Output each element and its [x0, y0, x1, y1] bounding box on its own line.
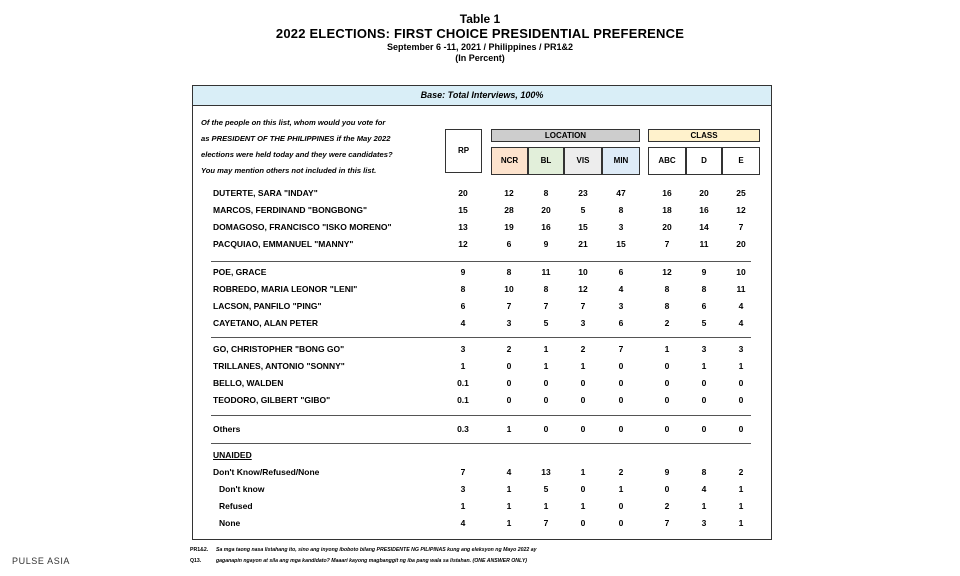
cell-value: 0: [664, 395, 670, 405]
cell-value: 3: [701, 344, 707, 354]
row-label: Don't Know/Refused/None: [213, 467, 320, 477]
cell-value: 2: [664, 318, 670, 328]
cell-value: 0.1: [457, 378, 469, 388]
cell-value: 8: [506, 267, 512, 277]
cell-value: 5: [701, 318, 707, 328]
cell-value: 3: [701, 518, 707, 528]
cell-value: 8: [701, 467, 707, 477]
cell-value: 0: [664, 484, 670, 494]
cell-value: 20: [541, 205, 551, 215]
cell-value: 8: [664, 284, 670, 294]
row-label: CAYETANO, ALAN PETER: [213, 318, 319, 328]
cell-value: 0.1: [457, 395, 469, 405]
cell-value: 0: [738, 378, 744, 388]
row-label: TRILLANES, ANTONIO "SONNY": [213, 361, 345, 371]
cell-value: 0: [618, 378, 624, 388]
cell-value: 0.3: [457, 424, 469, 434]
cell-value: 5: [543, 484, 549, 494]
cell-value: 1: [543, 344, 549, 354]
cell-value: 4: [738, 301, 744, 311]
cell-value: 0: [580, 484, 586, 494]
cell-value: 16: [662, 188, 672, 198]
cell-value: 4: [618, 284, 624, 294]
table-row: [193, 265, 773, 280]
cell-value: 13: [541, 467, 551, 477]
cell-value: 4: [701, 484, 707, 494]
cell-value: 1: [506, 518, 512, 528]
table-row: [193, 237, 773, 252]
group-divider: [211, 415, 751, 416]
cell-value: 7: [664, 239, 670, 249]
row-label: UNAIDED: [213, 450, 252, 460]
col-header-rp: RP: [445, 129, 482, 173]
question-line: elections were held today and they were candidates?: [201, 150, 393, 159]
row-label: None: [219, 518, 241, 528]
table-unit: (In Percent): [455, 53, 505, 63]
table-row: [193, 299, 773, 314]
cell-value: 18: [662, 205, 672, 215]
cell-value: 12: [736, 205, 746, 215]
footnote-text: Sa mga taong nasa listahang ito, sino ang inyong iboboto bilang PRESIDENTE NG PILIPINAS kung ang eleksyon ng Mayo 2022 ay: [216, 547, 537, 553]
cell-value: 6: [618, 267, 624, 277]
cell-value: 12: [662, 267, 672, 277]
cell-value: 9: [701, 267, 707, 277]
cell-value: 8: [543, 284, 549, 294]
cell-value: 7: [618, 344, 624, 354]
cell-value: 1: [460, 361, 466, 371]
cell-value: 7: [580, 301, 586, 311]
cell-value: 6: [701, 301, 707, 311]
cell-value: 0: [618, 424, 624, 434]
row-label: BELLO, WALDEN: [213, 378, 284, 388]
footnote-line: [190, 556, 537, 567]
cell-value: 0: [738, 395, 744, 405]
cell-value: 15: [616, 239, 626, 249]
table-row: [193, 422, 773, 437]
cell-value: 0: [618, 501, 624, 511]
table-subtitle: September 6 -11, 2021 / Philippines / PR1&2: [386, 42, 574, 52]
cell-value: 0: [664, 424, 670, 434]
group-divider: [211, 443, 751, 444]
footnote-code: Q13.: [190, 558, 202, 564]
table-row: [193, 186, 773, 201]
cell-value: 0: [580, 424, 586, 434]
cell-value: 1: [738, 501, 744, 511]
cell-value: 0: [738, 424, 744, 434]
cell-value: 2: [618, 467, 624, 477]
cell-value: 8: [618, 205, 624, 215]
table-row: [193, 482, 773, 497]
cell-value: 11: [736, 284, 746, 294]
cell-value: 3: [506, 318, 512, 328]
cell-value: 1: [580, 361, 586, 371]
cell-value: 0: [543, 378, 549, 388]
col-header-min: MIN: [602, 147, 640, 175]
cell-value: 20: [662, 222, 672, 232]
cell-value: 1: [664, 344, 670, 354]
table-row: [193, 316, 773, 331]
row-label: DOMAGOSO, FRANCISCO "ISKO MORENO": [213, 222, 392, 232]
brand-label: PULSE ASIA: [12, 556, 71, 566]
table-row: [193, 516, 773, 531]
cell-value: 11: [699, 239, 709, 249]
cell-value: 20: [699, 188, 709, 198]
row-label: Don't know: [219, 484, 265, 494]
cell-value: 3: [460, 484, 466, 494]
question-line: Of the people on this list, whom would you vote for: [201, 118, 386, 127]
class-group-header: CLASS: [648, 129, 760, 142]
cell-value: 3: [580, 318, 586, 328]
cell-value: 1: [506, 424, 512, 434]
col-header-ncr: NCR: [491, 147, 528, 175]
cell-value: 0: [580, 518, 586, 528]
survey-question: [201, 115, 441, 179]
cell-value: 7: [506, 301, 512, 311]
cell-value: 7: [543, 518, 549, 528]
cell-value: 4: [460, 518, 466, 528]
cell-value: 10: [504, 284, 514, 294]
cell-value: 8: [701, 284, 707, 294]
cell-value: 8: [664, 301, 670, 311]
table-row: [193, 448, 773, 463]
cell-value: 14: [699, 222, 709, 232]
cell-value: 0: [506, 361, 512, 371]
table-row: [193, 376, 773, 391]
cell-value: 1: [580, 501, 586, 511]
cell-value: 1: [580, 467, 586, 477]
row-label: LACSON, PANFILO "PING": [213, 301, 322, 311]
footnote-code: PR1&2.: [190, 547, 209, 553]
cell-value: 10: [578, 267, 588, 277]
cell-value: 47: [616, 188, 626, 198]
cell-value: 5: [580, 205, 586, 215]
cell-value: 0: [580, 378, 586, 388]
cell-value: 1: [506, 484, 512, 494]
cell-value: 28: [504, 205, 514, 215]
cell-value: 23: [578, 188, 588, 198]
table-row: [193, 359, 773, 374]
col-header-e: E: [722, 147, 760, 175]
cell-value: 3: [618, 222, 624, 232]
cell-value: 2: [738, 467, 744, 477]
cell-value: 9: [543, 239, 549, 249]
cell-value: 2: [664, 501, 670, 511]
cell-value: 12: [578, 284, 588, 294]
footnote-text: gaganapin ngayon at sila ang mga kandidato? Maaari kayong magbanggit ng iba pang wala sa listahan. (ONE ANSWER ONLY): [216, 558, 528, 564]
row-label: Others: [213, 424, 241, 434]
cell-value: 1: [701, 361, 707, 371]
cell-value: 5: [543, 318, 549, 328]
cell-value: 16: [699, 205, 709, 215]
cell-value: 10: [736, 267, 746, 277]
table-title: 2022 ELECTIONS: FIRST CHOICE PRESIDENTIAL PREFERENCE: [275, 26, 685, 41]
cell-value: 1: [506, 501, 512, 511]
cell-value: 1: [738, 361, 744, 371]
cell-value: 6: [506, 239, 512, 249]
row-label: DUTERTE, SARA "INDAY": [213, 188, 318, 198]
cell-value: 13: [458, 222, 468, 232]
cell-value: 4: [506, 467, 512, 477]
cell-value: 0: [543, 424, 549, 434]
cell-value: 0: [701, 395, 707, 405]
cell-value: 2: [506, 344, 512, 354]
cell-value: 7: [543, 301, 549, 311]
cell-value: 8: [460, 284, 466, 294]
cell-value: 3: [460, 344, 466, 354]
cell-value: 0: [664, 361, 670, 371]
table-row: [193, 220, 773, 235]
cell-value: 1: [543, 361, 549, 371]
cell-value: 19: [504, 222, 514, 232]
cell-value: 12: [458, 239, 468, 249]
cell-value: 0: [701, 424, 707, 434]
cell-value: 12: [504, 188, 514, 198]
cell-value: 7: [664, 518, 670, 528]
cell-value: 2: [580, 344, 586, 354]
cell-value: 0: [580, 395, 586, 405]
location-group-header: LOCATION: [491, 129, 640, 142]
col-header-vis: VIS: [564, 147, 602, 175]
table-row: [193, 203, 773, 218]
cell-value: 1: [618, 484, 624, 494]
footnote-line: [190, 545, 537, 556]
cell-value: 15: [458, 205, 468, 215]
cell-value: 7: [738, 222, 744, 232]
results-table: [192, 85, 772, 540]
cell-value: 4: [738, 318, 744, 328]
cell-value: 3: [618, 301, 624, 311]
row-label: GO, CHRISTOPHER "BONG GO": [213, 344, 345, 354]
group-divider: [211, 337, 751, 338]
col-header-abc: ABC: [648, 147, 686, 175]
table-title-block: [0, 12, 960, 64]
cell-value: 20: [458, 188, 468, 198]
row-label: PACQUIAO, EMMANUEL "MANNY": [213, 239, 354, 249]
cell-value: 7: [460, 467, 466, 477]
cell-value: 0: [618, 395, 624, 405]
cell-value: 1: [738, 484, 744, 494]
cell-value: 3: [738, 344, 744, 354]
cell-value: 0: [506, 378, 512, 388]
cell-value: 20: [736, 239, 746, 249]
table-row: [193, 465, 773, 480]
table-row: [193, 499, 773, 514]
cell-value: 0: [543, 395, 549, 405]
cell-value: 16: [541, 222, 551, 232]
cell-value: 0: [701, 378, 707, 388]
cell-value: 1: [738, 518, 744, 528]
cell-value: 25: [736, 188, 746, 198]
cell-value: 0: [618, 518, 624, 528]
footnote: [190, 545, 537, 567]
base-banner: Base: Total Interviews, 100%: [193, 86, 771, 106]
row-label: ROBREDO, MARIA LEONOR "LENI": [213, 284, 358, 294]
cell-value: 0: [506, 395, 512, 405]
row-label: MARCOS, FERDINAND "BONGBONG": [213, 205, 367, 215]
cell-value: 1: [543, 501, 549, 511]
row-label: Refused: [219, 501, 253, 511]
cell-value: 0: [618, 361, 624, 371]
cell-value: 1: [460, 501, 466, 511]
row-label: TEODORO, GILBERT "GIBO": [213, 395, 331, 405]
table-row: [193, 282, 773, 297]
cell-value: 9: [460, 267, 466, 277]
cell-value: 9: [664, 467, 670, 477]
group-divider: [211, 261, 751, 262]
cell-value: 15: [578, 222, 588, 232]
cell-value: 4: [460, 318, 466, 328]
col-header-d: D: [686, 147, 722, 175]
table-row: [193, 342, 773, 357]
cell-value: 11: [541, 267, 551, 277]
cell-value: 0: [664, 378, 670, 388]
cell-value: 6: [460, 301, 466, 311]
question-line: as PRESIDENT OF THE PHILIPPINES if the May 2022: [201, 134, 391, 143]
table-number: Table 1: [459, 12, 501, 26]
row-label: POE, GRACE: [213, 267, 267, 277]
cell-value: 21: [578, 239, 588, 249]
cell-value: 6: [618, 318, 624, 328]
col-header-bl: BL: [528, 147, 564, 175]
table-row: [193, 393, 773, 408]
cell-value: 8: [543, 188, 549, 198]
cell-value: 1: [701, 501, 707, 511]
question-line: You may mention others not included in this list.: [201, 166, 377, 175]
